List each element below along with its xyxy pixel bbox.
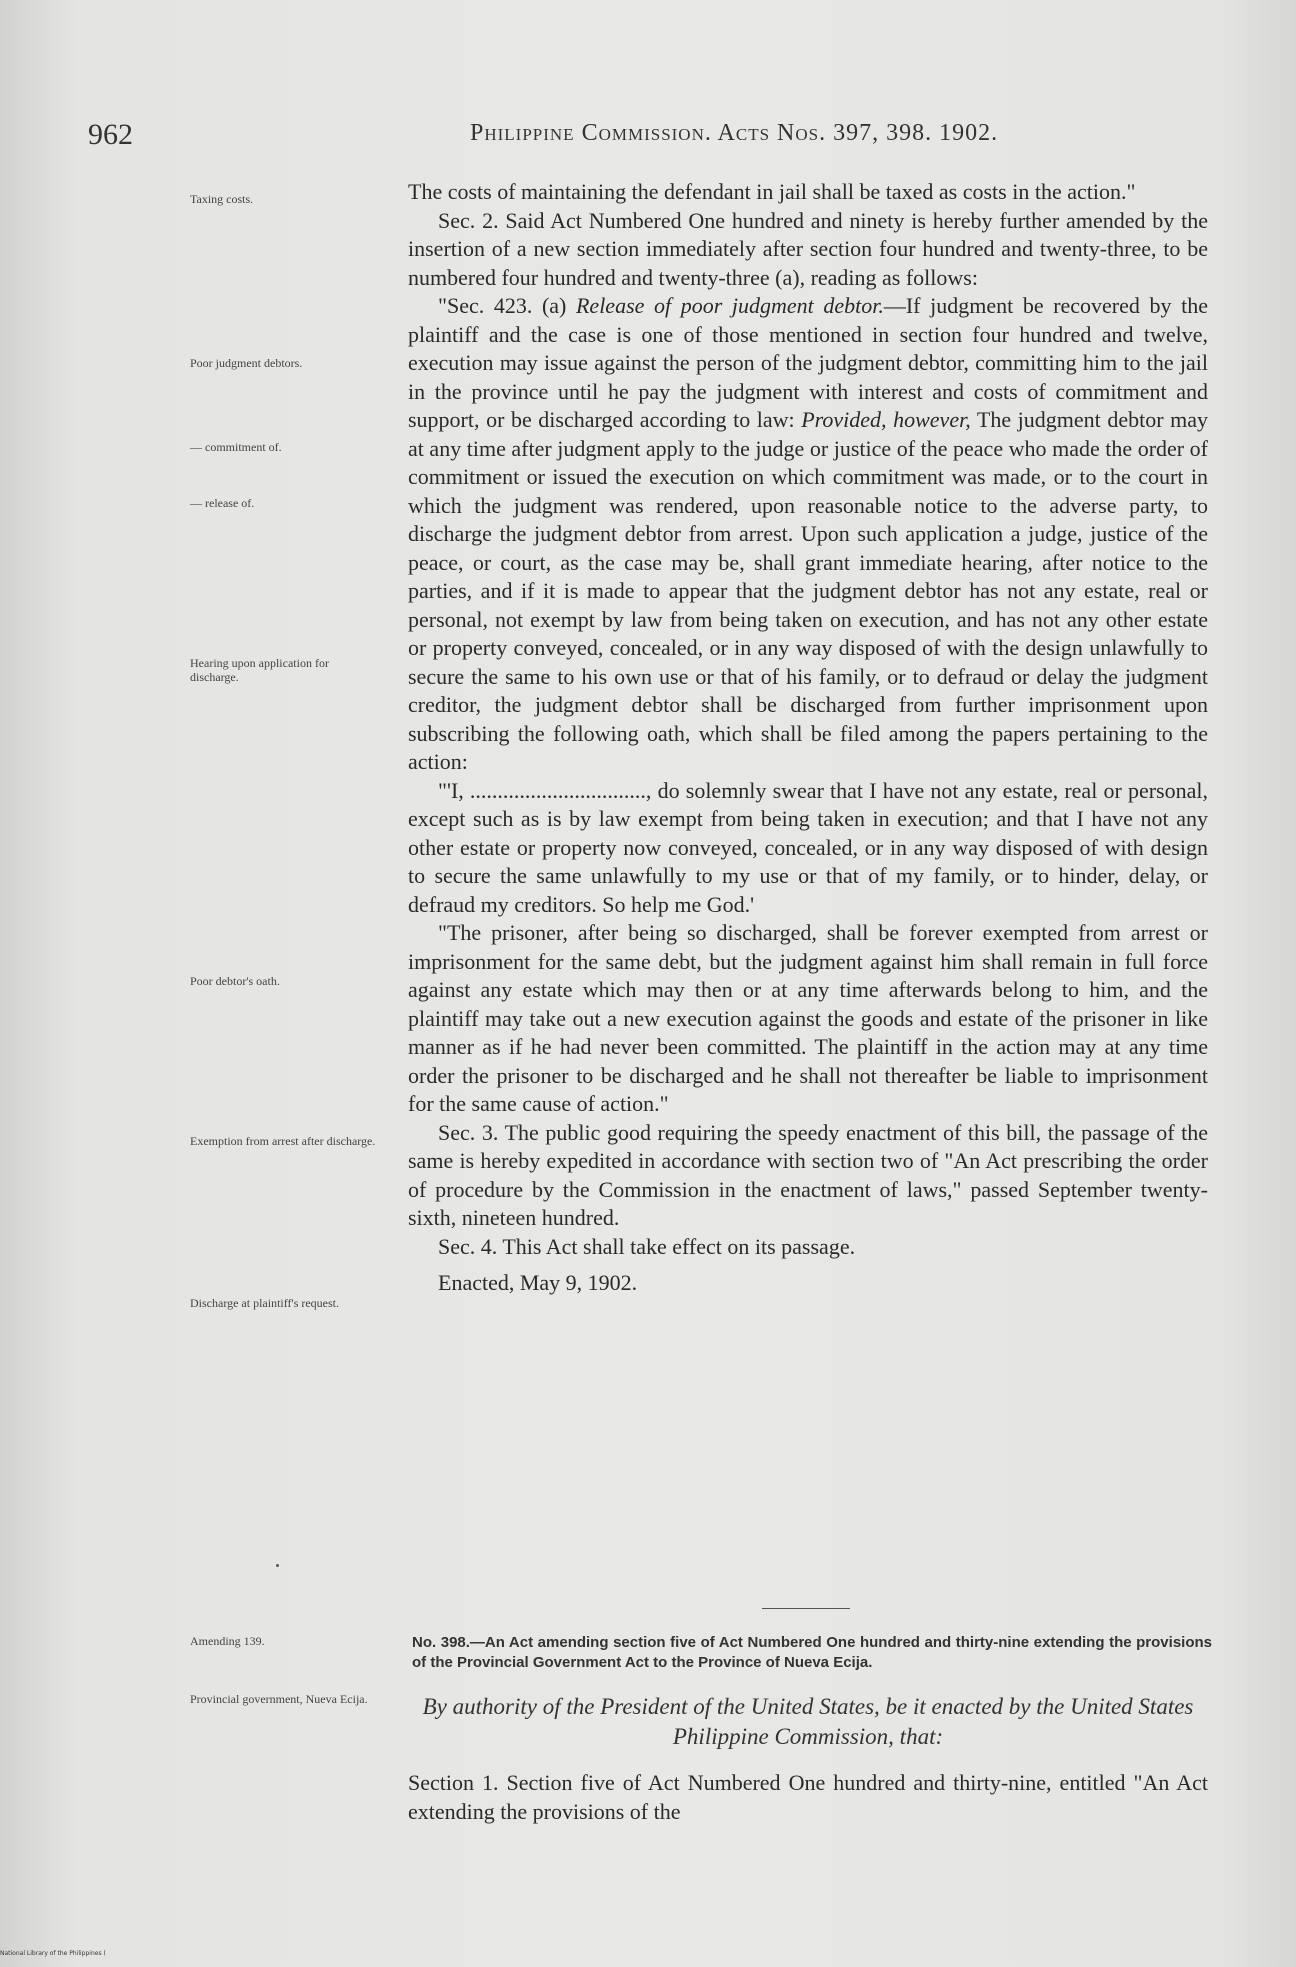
section-3: Sec. 3. The public good requiring the speedy enactment of this bill, the passage of the same is hereby expedited in accordance with section two of "An Act prescribing the order of procedure by the Commission in the enactment of laws," passed September twenty-sixth, nineteen hundred.: [408, 1119, 1208, 1230]
running-head: Philippine Commission. Acts Nos. 397, 398. 1902.: [470, 120, 999, 146]
section-4: Sec. 4. This Act shall take effect on its passage.: [438, 1233, 856, 1259]
divider-rule: [762, 1608, 850, 1609]
paragraph: Sec. 2. Said Act Numbered One hundred and ninety is hereby further amended by the insertion of a new section immediately after section four hundred and twenty-three, to be numbered four hundred and twenty-three (a), reading as follows:: [408, 207, 1208, 290]
margin-note-commitment: — commitment of.: [190, 440, 282, 454]
footer-credit: National Library of the Philippines (: [0, 1950, 106, 1957]
act-398-title: No. 398.—An Act amending section five of Act Numbered One hundred and thirty-nine extending the provisions of the Provincial Government Act to the Province of Nueva Ecija.: [412, 1634, 1212, 1671]
ink-dot: [276, 1564, 279, 1567]
oath-paragraph: "'I, ................................, do solemnly swear that I have not any estate, real or personal, except such as is by law exempt from being taken in execution; and that I have not any other estate or property now conveyed, concealed, or in any way disposed of with design to secure the same unlawfully to my use or that of my family, or to hinder, delay, or defraud my creditors. So help me God.': [408, 777, 1208, 917]
body-text: [408, 178, 1208, 1298]
margin-note-hearing: Hearing upon application for discharge.: [190, 656, 329, 684]
margin-note-taxing-costs: Taxing costs.: [190, 192, 254, 206]
section-text: —If judgment be recovered by the plaintiff and the case is one of those mentioned in section four hundred and twelve, execution may issue against the person of the judgment debtor, committing him to the jail in the province until he pay the judgment with interest and costs of commitment and support, or be discharged according to law:: [408, 293, 1208, 432]
margin-note-provincial-government: Provincial government, Nueva Ecija.: [190, 1692, 368, 1706]
section-1: Section 1. Section five of Act Numbered One hundred and thirty-nine, entitled "An Act extending the provisions of the: [408, 1770, 1208, 1824]
section-423a: [408, 292, 1208, 777]
margin-note-oath: Poor debtor's oath.: [190, 974, 280, 988]
margin-note-discharge: Discharge at plaintiff's request.: [190, 1296, 340, 1310]
margin-note-amending: Amending 139.: [190, 1634, 265, 1648]
section-heading: Release of poor judgment debtor.: [575, 293, 884, 318]
enacting-clause: By authority of the President of the United States, be it enacted by the United States Philippine Commission, that:: [422, 1694, 1194, 1749]
paragraph: "The prisoner, after being so discharged, shall be forever exempted from arrest or imprisonment for the same debt, but the judgment against him shall remain in full force against any estate which may then or at any time afterwards belong to him, and the plaintiff may take out a new execution against the goods and estate of the prisoner in like manner as if he had never been committed. The plaintiff in the action may at any time order the prisoner to be discharged and he shall not thereafter be liable to imprisonment for the same cause of action.": [408, 920, 1208, 1116]
proviso: Provided, however,: [801, 407, 971, 432]
margin-note-poor-judgment-debtors: Poor judgment debtors.: [190, 356, 303, 370]
margin-note-exemption: Exemption from arrest after discharge.: [190, 1134, 376, 1148]
section-text: The judgment debtor may at any time after judgment apply to the judge or justice of the peace who made the order of commitment or issued the execution on which commitment was made, or to the court in which the judgment was rendered, upon reasonable notice to the adverse party, to discharge the judgment debtor from arrest. Upon such application a judge, justice of the peace, or court, as the case may be, shall grant immediate hearing, after notice to the parties, and if it is made to appear that the judgment debtor has not any estate, real or personal, not exempt by law from being taken on execution, and has not any other estate or property conveyed, concealed, or in any way disposed of with the design unlawfully to secure the same to his own use or that of his family, or to defraud or delay the judgment creditor, the judgment debtor shall be discharged from further imprisonment upon subscribing the following oath, which shall be filed among the papers pertaining to the action:: [408, 407, 1208, 774]
margin-note-release: — release of.: [190, 496, 255, 510]
page-number: 962: [88, 118, 133, 151]
paragraph: The costs of maintaining the defendant in jail shall be taxed as costs in the action.": [408, 179, 1136, 204]
enacted-date: Enacted, May 9, 1902.: [438, 1270, 638, 1295]
section-lead: "Sec. 423. (a): [438, 293, 576, 318]
